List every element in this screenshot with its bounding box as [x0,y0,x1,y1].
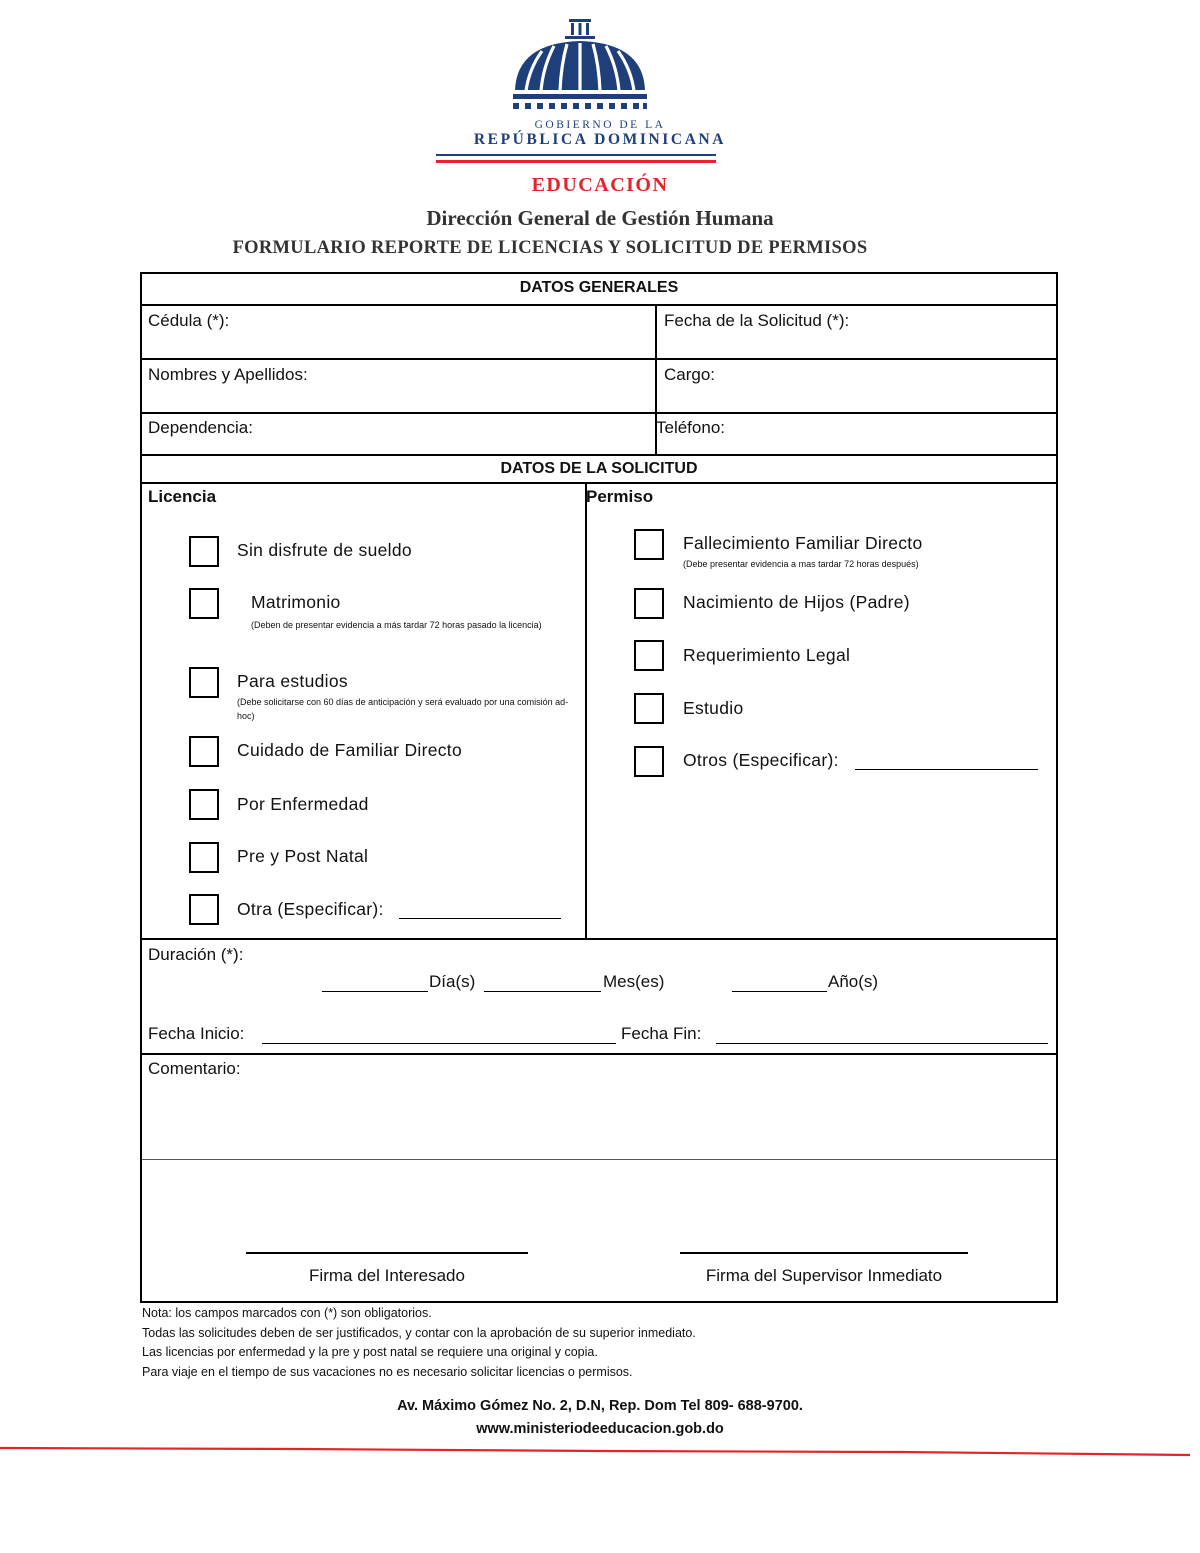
meses-line[interactable] [484,991,601,992]
footer-website[interactable]: www.ministeriodeeducacion.gob.do [476,1421,724,1437]
anos-line[interactable] [732,991,827,992]
checkbox-para-estudios[interactable] [189,667,219,698]
rule [142,482,1056,484]
option-label: Otra (Especificar): [237,899,384,919]
option-label: Requerimiento Legal [683,645,851,665]
permiso-title: Permiso [586,487,654,506]
option-label: Por Enfermedad [237,794,369,814]
fecha-solicitud-label: Fecha de la Solicitud (*): [664,311,850,330]
rule [142,1053,1056,1055]
duracion-label: Duración (*): [148,945,244,964]
option-note: (Deben de presentar evidencia a más tardar 72 horas pasado la licencia) [251,620,542,630]
checkbox-nacimiento-hijos[interactable] [634,588,664,619]
option-label: Fallecimiento Familiar Directo [683,533,923,553]
anos-label: Año(s) [828,972,879,991]
direction-title: Dirección General de Gestión Humana [426,206,774,230]
fecha-inicio-label: Fecha Inicio: [148,1024,245,1043]
telefono-label: Teléfono: [656,418,725,437]
option-label: Otros (Especificar): [683,750,839,770]
option-label: Para estudios [237,671,348,691]
checkbox-sin-disfrute[interactable] [189,536,219,567]
checkbox-cuidado-familiar[interactable] [189,736,219,767]
dome-logo [505,15,655,113]
rule [142,938,1056,940]
note-line: Todas las solicitudes deben de ser justificados, y contar con la aprobación de su superior inmediato. [142,1325,696,1340]
footer-red-rule [0,1440,1200,1460]
form-title: FORMULARIO REPORTE DE LICENCIAS Y SOLICITUD DE PERMISOS [232,238,868,258]
note-line: Las licencias por enfermedad y la pre y post natal se requiere una original y copia. [142,1345,598,1359]
dependencia-label: Dependencia: [148,418,253,437]
option-label: Nacimiento de Hijos (Padre) [683,592,910,612]
fecha-fin-label: Fecha Fin: [621,1024,702,1043]
checkbox-matrimonio[interactable] [189,588,219,619]
otros-specify-line[interactable] [855,769,1038,770]
signature-line-interesado[interactable] [246,1252,528,1254]
option-note: (Debe presentar evidencia a mas tardar 72 horas después) [683,559,919,569]
checkbox-pre-post-natal[interactable] [189,842,219,873]
checkbox-por-enfermedad[interactable] [189,789,219,820]
meses-label: Mes(es) [603,972,665,991]
cargo-label: Cargo: [664,365,716,384]
notes-block [142,1304,696,1382]
option-label: Estudio [683,698,744,718]
dias-label: Día(s) [429,972,476,991]
option-label: Sin disfrute de sueldo [237,540,412,560]
note-line: Para viaje en el tiempo de sus vacaciones no es necesario solicitar licencias o permisos. [142,1364,633,1379]
note-line: Nota: los campos marcados con (*) son obligatorios. [142,1306,432,1320]
option-label: Pre y Post Natal [237,846,369,866]
checkbox-otra[interactable] [189,894,219,925]
column-divider [585,482,587,938]
option-label: Matrimonio [251,592,341,612]
rule [142,412,1056,414]
dias-line[interactable] [322,991,428,992]
licencia-title: Licencia [148,487,217,506]
firma-interesado-label: Firma del Interesado [309,1266,465,1285]
comentario-label: Comentario: [148,1059,241,1078]
checkbox-requerimiento-legal[interactable] [634,640,664,671]
rule [142,358,1056,360]
gov-main-text: REPÚBLICA DOMINICANA [473,131,727,148]
form-frame [140,272,1058,1303]
signature-line-supervisor[interactable] [680,1252,968,1254]
footer-address: Av. Máximo Gómez No. 2, D.N, Rep. Dom Tel 809- 688-9700. [397,1398,803,1414]
brand-rule-red [436,160,716,163]
datos-generales-header: DATOS GENERALES [519,279,679,296]
datos-solicitud-header: DATOS DE LA SOLICITUD [500,460,698,477]
otra-specify-line[interactable] [399,918,561,919]
checkbox-estudio[interactable] [634,693,664,724]
option-note: (Debe solicitarse con 60 días de anticipación y será evaluado por una comisión ad-hoc) [237,697,569,721]
fecha-inicio-line[interactable] [262,1043,616,1044]
option-label: Cuidado de Familiar Directo [237,740,462,760]
checkbox-otros[interactable] [634,746,664,777]
firma-supervisor-label: Firma del Supervisor Inmediato [705,1266,943,1285]
fecha-fin-line[interactable] [716,1043,1048,1044]
rule [142,454,1056,456]
brand-rule-blue [436,154,716,156]
gov-top-text: GOBIERNO DE LA [534,119,666,131]
rule [142,304,1056,306]
cedula-label: Cédula (*): [148,311,230,330]
ministry-name: EDUCACIÓN [531,174,669,196]
checkbox-fallecimiento[interactable] [634,529,664,560]
nombres-label: Nombres y Apellidos: [148,365,308,384]
rule [142,1159,1056,1160]
